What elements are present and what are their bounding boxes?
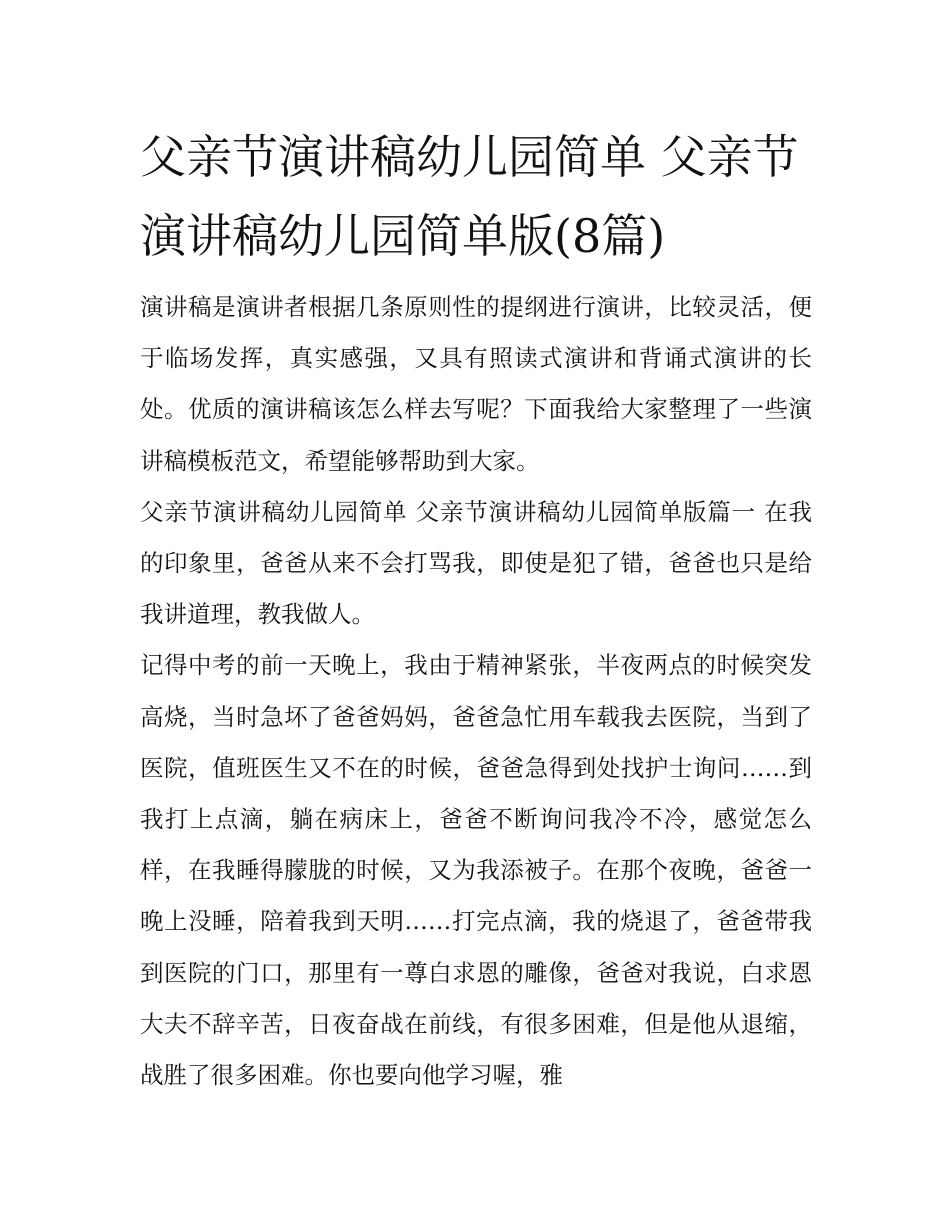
- paragraph-intro: 演讲稿是演讲者根据几条原则性的提纲进行演讲，比较灵活，便于临场发挥，真实感强，又具有照读式演讲和背诵式演讲的长处。优质的演讲稿该怎么样去写呢？下面我给大家整理了一些演讲稿模板范文，希望能够帮助到大家。: [140, 293, 812, 475]
- document-title: 父亲节演讲稿幼儿园简单 父亲节演讲稿幼儿园简单版(8篇): [140, 130, 799, 263]
- paragraph-section-one: 父亲节演讲稿幼儿园简单 父亲节演讲稿幼儿园简单版篇一 在我的印象里，爸爸从来不会打骂我，即使是犯了错，爸爸也只是给我讲道理，教我做人。: [140, 497, 812, 629]
- paragraph-story: 记得中考的前一天晚上，我由于精神紧张，半夜两点的时候突发高烧，当时急坏了爸爸妈妈，爸爸急忙用车载我去医院，当到了医院，值班医生又不在的时候，爸爸急得到处找护士询问……到我打上点滴，躺在病床上，爸爸不断询问我冷不冷，感觉怎么样，在我睡得朦胧的时候，又为我添被子。在那个夜晚，爸爸一晚上没睡，陪着我到天明……打完点滴，我的烧退了，爸爸带我到医院的门口，那里有一尊白求恩的雕像，爸爸对我说，白求恩大夫不辞辛苦，日夜奋战在前线，有很多困难，但是他从退缩，战胜了很多困难。你也要向他学习喔，雅: [140, 651, 812, 1090]
- document-page: [140, 118, 812, 1101]
